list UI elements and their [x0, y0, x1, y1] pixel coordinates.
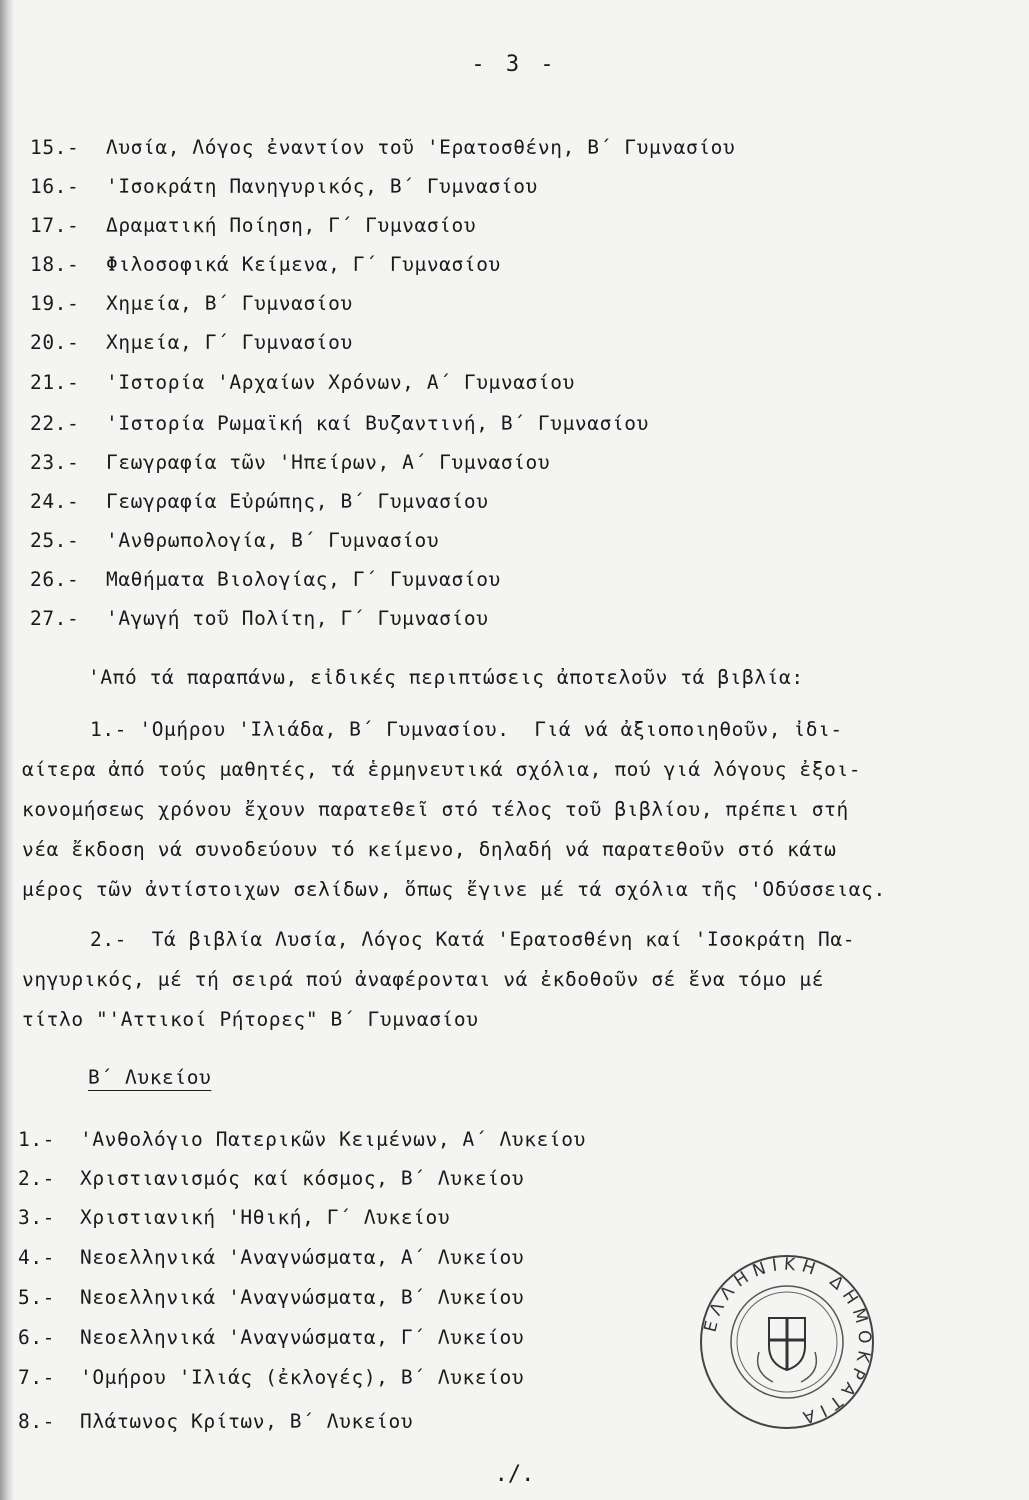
- list-item: 8.- Πλάτωνος Κρίτων, Β΄ Λυκείου: [18, 1410, 414, 1433]
- list-item: 27.- 'Αγωγή τοῦ Πολίτη, Γ΄ Γυμνασίου: [30, 607, 489, 630]
- list-item: 1.- 'Ανθολόγιο Πατερικῶν Κειμένων, Α΄ Λυκείου: [18, 1128, 586, 1151]
- paragraph-1-line: αίτερα ἀπό τούς μαθητές, τά ἑρμηνευτικά σχόλια, πού γιά λόγους ἐξοι-: [22, 758, 862, 781]
- list-item: 22.- 'Ιστορία Ρωμαϊκή καί Βυζαντινή, Β΄ Γυμνασίου: [30, 412, 649, 435]
- list-item: 19.- Χημεία, Β΄ Γυμνασίου: [30, 292, 353, 315]
- list-item: 21.- 'Ιστορία 'Αρχαίων Χρόνων, Α΄ Γυμνασίου: [30, 371, 575, 394]
- official-seal-stamp: [697, 1252, 877, 1432]
- list-item: 17.- Δραματική Ποίηση, Γ΄ Γυμνασίου: [30, 214, 477, 237]
- list-item: 7.- 'Ομήρου 'Ιλιάς (ἐκλογές), Β΄ Λυκείου: [18, 1366, 525, 1389]
- list-item: 4.- Νεοελληνικά 'Αναγνώσματα, Α΄ Λυκείου: [18, 1246, 525, 1269]
- paragraph-2-line: νηγυρικός, μέ τή σειρά πού ἀναφέρονται νά ἐκδοθοῦν σέ ἕνα τόμο μέ: [22, 968, 825, 991]
- paragraph-1-line: κονομήσεως χρόνου ἔχουν παρατεθεῖ στό τέλος τοῦ βιβλίου, πρέπει στή: [22, 798, 849, 821]
- list-item: 20.- Χημεία, Γ΄ Γυμνασίου: [30, 331, 353, 354]
- scan-edge-shadow: [0, 0, 14, 1500]
- list-item: 3.- Χριστιανική 'Ηθική, Γ΄ Λυκείου: [18, 1206, 451, 1229]
- paragraph-1-line: 1.- 'Ομήρου 'Ιλιάδα, Β΄ Γυμνασίου. Γιά νά ἀξιοποιηθοῦν, ἰδι-: [90, 718, 843, 741]
- list-item: 2.- Χριστιανισμός καί κόσμος, Β΄ Λυκείου: [18, 1167, 525, 1190]
- list-item: 16.- 'Ισοκράτη Πανηγυρικός, Β΄ Γυμνασίου: [30, 175, 538, 198]
- list-item: 24.- Γεωγραφία Εὐρώπης, Β΄ Γυμνασίου: [30, 490, 489, 513]
- list-item: 15.- Λυσία, Λόγος ἐναντίον τοῦ 'Ερατοσθένη, Β΄ Γυμνασίου: [30, 136, 736, 159]
- list-item: 5.- Νεοελληνικά 'Αναγνώσματα, Β΄ Λυκείου: [18, 1286, 525, 1309]
- continuation-mark: ./.: [494, 1462, 535, 1487]
- intro-line: 'Από τά παραπάνω, εἰδικές περιπτώσεις ἀποτελοῦν τά βιβλία:: [88, 666, 804, 689]
- paragraph-1-line: νέα ἔκδοση νά συνοδεύουν τό κείμενο, δηλαδή νά παρατεθοῦν στό κάτω: [22, 838, 837, 861]
- seal-ring-text: ΕΛΛΗΝΙΚΗ ΔΗΜΟΚΡΑΤΙΑ: [700, 1254, 875, 1429]
- paragraph-1-line: μέρος τῶν ἀντίστοιχων σελίδων, ὅπως ἔγινε μέ τά σχόλια τῆς 'Οδύσσειας.: [22, 878, 886, 901]
- list-item: 25.- 'Ανθρωπολογία, Β΄ Γυμνασίου: [30, 529, 440, 552]
- paragraph-2-line: 2.- Τά βιβλία Λυσία, Λόγος Κατά 'Ερατοσθένη καί 'Ισοκράτη Πα-: [90, 928, 856, 951]
- page-number: - 3 -: [471, 52, 558, 77]
- list-item: 6.- Νεοελληνικά 'Αναγνώσματα, Γ΄ Λυκείου: [18, 1326, 525, 1349]
- paragraph-2-line: τίτλο "'Αττικοί Ρήτορες" Β΄ Γυμνασίου: [22, 1008, 479, 1031]
- list-item: 26.- Μαθήματα Βιολογίας, Γ΄ Γυμνασίου: [30, 568, 501, 591]
- list-item: 23.- Γεωγραφία τῶν 'Ηπείρων, Α΄ Γυμνασίου: [30, 451, 551, 474]
- list-item: 18.- Φιλοσοφικά Κείμενα, Γ΄ Γυμνασίου: [30, 253, 501, 276]
- section-heading: Β΄ Λυκείου: [88, 1066, 212, 1089]
